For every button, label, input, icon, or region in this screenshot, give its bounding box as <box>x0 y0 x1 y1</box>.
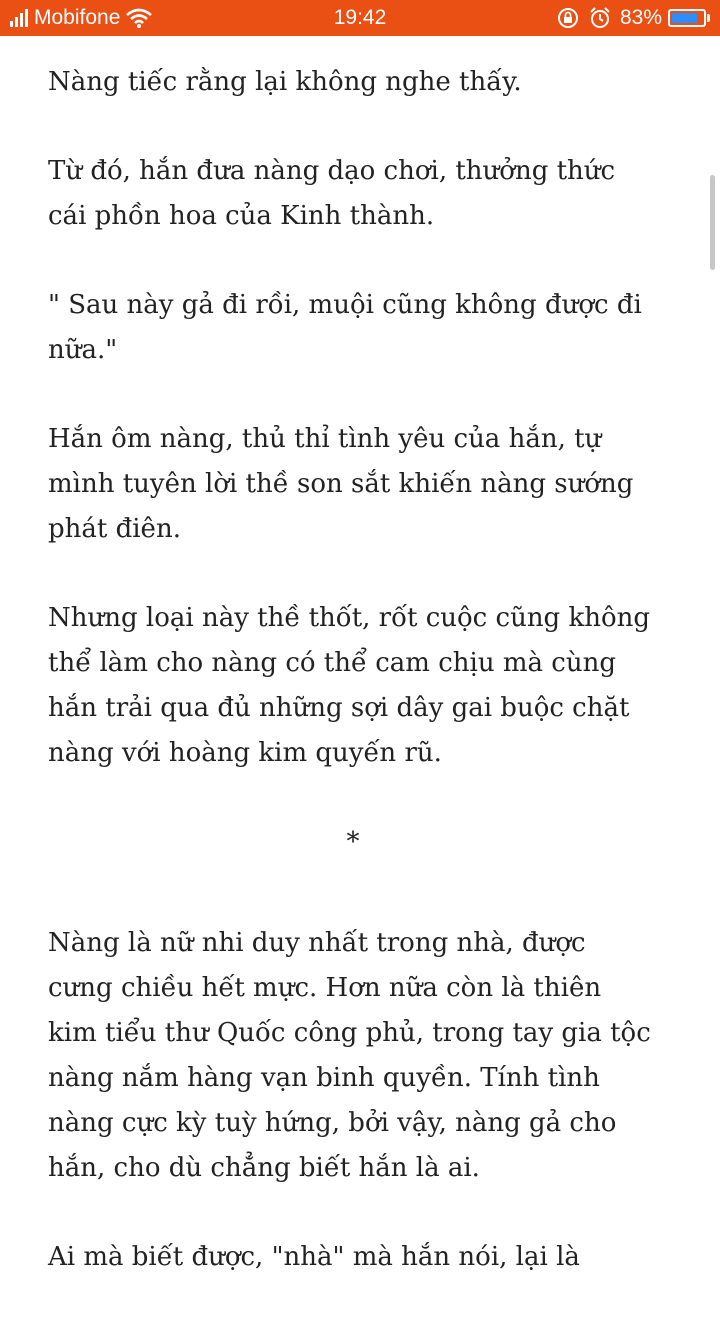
battery-icon <box>668 9 706 27</box>
rotation-lock-icon <box>556 6 580 30</box>
paragraph: Nàng tiếc rằng lại không nghe thấy. <box>48 67 522 97</box>
article-body <box>48 60 658 1324</box>
carrier-name: Mobifone <box>34 6 121 29</box>
paragraph: Từ đó, hắn đưa nàng dạo chơi, thưởng thức cái phồn hoa của Kinh thành. <box>48 156 616 231</box>
paragraph: Hắn ôm nàng, thủ thỉ tình yêu của hắn, tự mình tuyên lời thề son sắt khiến nàng sướng phát điên. <box>48 424 634 544</box>
paragraph: Ai mà biết được, "nhà" mà hắn nói, lại là <box>48 1242 580 1272</box>
section-separator: * <box>346 827 360 857</box>
battery-tip <box>707 14 710 22</box>
battery-percent: 83% <box>619 6 662 29</box>
battery-level <box>672 13 697 23</box>
paragraph: Nàng là nữ nhi duy nhất trong nhà, được cưng chiều hết mực. Hơn nữa còn là thiên kim tiểu thư Quốc công phủ, trong tay gia tộc nàng nắm hàng vạn binh quyền. Tính tình nàng cực kỳ tuỳ hứng, bởi vậy, nàng gả cho hắn, cho dù chẳng biết hắn là ai. <box>48 928 651 1183</box>
scrollbar-thumb[interactable] <box>710 175 715 270</box>
paragraph: Nhưng loại này thề thốt, rốt cuộc cũng không thể làm cho nàng có thể cam chịu mà cùng hắn trải qua đủ những sợi dây gai buộc chặt nàng với hoàng kim quyến rũ. <box>48 603 651 768</box>
alarm-icon <box>588 6 612 30</box>
paragraph: " Sau này gả đi rồi, muội cũng không được đi nữa." <box>48 290 642 365</box>
status-time: 19:42 <box>333 6 387 29</box>
status-bar <box>0 0 720 36</box>
status-right <box>548 0 710 36</box>
